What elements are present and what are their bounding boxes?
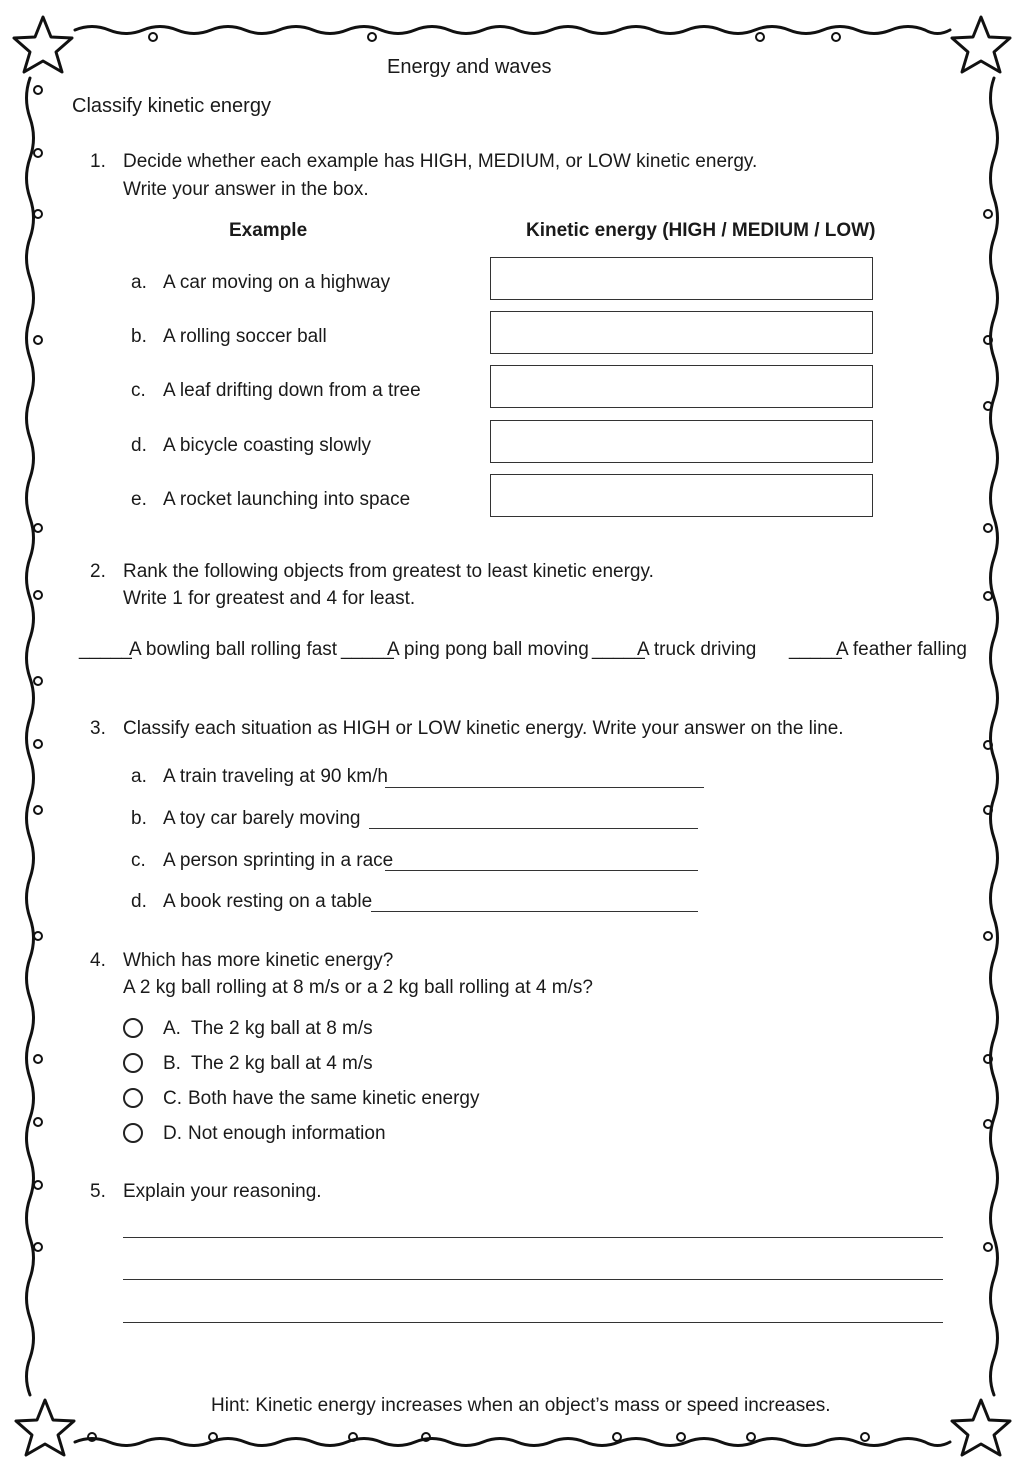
q3-answer-line-c[interactable] bbox=[385, 870, 698, 871]
vine-curl bbox=[34, 591, 42, 599]
q5-number: 5. bbox=[90, 1181, 106, 1202]
vine-curl bbox=[34, 336, 42, 344]
q4-option-letter: D. bbox=[163, 1123, 182, 1144]
q4-option-text: The 2 kg ball at 4 m/s bbox=[191, 1053, 373, 1074]
vine-curl bbox=[984, 932, 992, 940]
q3-item-text: A person sprinting in a race bbox=[163, 850, 394, 871]
q1-answer-box-a[interactable] bbox=[490, 257, 873, 300]
q1-item-letter: b. bbox=[131, 326, 147, 347]
radio-option-d[interactable] bbox=[123, 1123, 143, 1143]
q3-item-text: A toy car barely moving bbox=[163, 808, 361, 829]
q3-number: 3. bbox=[90, 718, 106, 739]
vine-border-segment bbox=[75, 1439, 950, 1446]
q1-column-example: Example bbox=[229, 220, 308, 241]
page-subtitle: Classify kinetic energy bbox=[72, 95, 271, 117]
vine-curl bbox=[984, 524, 992, 532]
vine-border-segment bbox=[27, 78, 34, 1395]
q1-answer-box-e[interactable] bbox=[490, 474, 873, 517]
vine-curl bbox=[747, 1433, 755, 1441]
q2-rank-blank[interactable]: _____ bbox=[592, 639, 645, 660]
vine-curl bbox=[34, 740, 42, 748]
q5-question: Explain your reasoning. bbox=[123, 1181, 322, 1202]
q3-item-text: A book resting on a table bbox=[163, 891, 373, 912]
vine-curl bbox=[34, 524, 42, 532]
q4-question: Which has more kinetic energy? bbox=[123, 950, 394, 971]
q1-item-text: A bicycle coasting slowly bbox=[163, 435, 372, 456]
q2-rank-blank[interactable]: _____ bbox=[79, 639, 132, 660]
vine-curl bbox=[832, 33, 840, 41]
q4-question-2: A 2 kg ball rolling at 8 m/s or a 2 kg ball rolling at 4 m/s? bbox=[123, 977, 593, 998]
q4-option-letter: B. bbox=[163, 1053, 181, 1074]
vine-curl bbox=[984, 592, 992, 600]
q1-instruction: Decide whether each example has HIGH, MEDIUM, or LOW kinetic energy. bbox=[123, 151, 758, 172]
vine-curl bbox=[149, 33, 157, 41]
q3-item-letter: a. bbox=[131, 766, 147, 787]
star-icon-bottom-left bbox=[16, 1400, 74, 1455]
vine-curl bbox=[34, 677, 42, 685]
q2-instruction: Rank the following objects from greatest to least kinetic energy. bbox=[123, 561, 654, 582]
q4-option-letter: C. bbox=[163, 1088, 182, 1109]
vine-curl bbox=[34, 1181, 42, 1189]
q1-item-text: A rocket launching into space bbox=[163, 489, 411, 510]
q1-item-text: A car moving on a highway bbox=[163, 272, 391, 293]
q3-item-letter: c. bbox=[131, 850, 146, 871]
hint-text: Hint: Kinetic energy increases when an object’s mass or speed increases. bbox=[211, 1395, 831, 1416]
radio-option-b[interactable] bbox=[123, 1053, 143, 1073]
q4-number: 4. bbox=[90, 950, 106, 971]
vine-curl bbox=[368, 33, 376, 41]
q1-column-energy: Kinetic energy (HIGH / MEDIUM / LOW) bbox=[526, 220, 876, 241]
vine-curl bbox=[613, 1433, 621, 1441]
vine-curl bbox=[34, 1118, 42, 1126]
q3-item-text: A train traveling at 90 km/h bbox=[163, 766, 388, 787]
q1-answer-box-b[interactable] bbox=[490, 311, 873, 354]
q1-answer-box-c[interactable] bbox=[490, 365, 873, 408]
vine-curl bbox=[984, 210, 992, 218]
q1-item-text: A leaf drifting down from a tree bbox=[163, 380, 421, 401]
q5-answer-line[interactable] bbox=[123, 1279, 943, 1280]
q1-item-text: A rolling soccer ball bbox=[163, 326, 327, 347]
q2-item-text: A truck driving bbox=[637, 639, 757, 660]
q4-option-text: Not enough information bbox=[188, 1123, 386, 1144]
star-icon-top-right bbox=[952, 17, 1010, 72]
vine-curl bbox=[34, 149, 42, 157]
q2-item-text: A bowling ball rolling fast bbox=[129, 639, 338, 660]
vine-border-segment bbox=[75, 27, 950, 34]
q3-answer-line-d[interactable] bbox=[371, 911, 698, 912]
vine-curl bbox=[984, 1243, 992, 1251]
q1-item-letter: d. bbox=[131, 435, 147, 456]
q3-instruction: Classify each situation as HIGH or LOW kinetic energy. Write your answer on the line. bbox=[123, 718, 844, 739]
q2-number: 2. bbox=[90, 561, 106, 582]
q1-instruction-2: Write your answer in the box. bbox=[123, 179, 369, 200]
q2-item-text: A ping pong ball moving bbox=[387, 639, 589, 660]
q3-answer-line-b[interactable] bbox=[369, 828, 698, 829]
q2-instruction-2: Write 1 for greatest and 4 for least. bbox=[123, 588, 416, 609]
vine-curl bbox=[34, 806, 42, 814]
vine-border-segment bbox=[991, 78, 998, 1395]
q4-option-text: The 2 kg ball at 8 m/s bbox=[191, 1018, 373, 1039]
q2-item-text: A feather falling bbox=[836, 639, 967, 660]
vine-curl bbox=[34, 932, 42, 940]
vine-curl bbox=[34, 210, 42, 218]
q1-number: 1. bbox=[90, 151, 106, 172]
q1-item-letter: a. bbox=[131, 272, 147, 293]
q1-item-letter: e. bbox=[131, 489, 147, 510]
q5-answer-line[interactable] bbox=[123, 1237, 943, 1238]
q1-answer-box-d[interactable] bbox=[490, 420, 873, 463]
star-icon-top-left bbox=[14, 17, 72, 72]
q5-answer-line[interactable] bbox=[123, 1322, 943, 1323]
vine-curl bbox=[756, 33, 764, 41]
vine-curl bbox=[34, 1055, 42, 1063]
q4-option-letter: A. bbox=[163, 1018, 181, 1039]
q2-rank-blank[interactable]: _____ bbox=[341, 639, 394, 660]
page-title: Energy and waves bbox=[387, 56, 552, 78]
star-icon-bottom-right bbox=[952, 1400, 1010, 1455]
q1-item-letter: c. bbox=[131, 380, 146, 401]
q4-option-text: Both have the same kinetic energy bbox=[188, 1088, 480, 1109]
q3-item-letter: d. bbox=[131, 891, 147, 912]
q3-answer-line-a[interactable] bbox=[385, 787, 704, 788]
vine-curl bbox=[34, 86, 42, 94]
vine-curl bbox=[861, 1433, 869, 1441]
vine-curl bbox=[34, 1243, 42, 1251]
vine-curl bbox=[677, 1433, 685, 1441]
radio-option-c[interactable] bbox=[123, 1088, 143, 1108]
q2-rank-blank[interactable]: _____ bbox=[789, 639, 842, 660]
q3-item-letter: b. bbox=[131, 808, 147, 829]
radio-option-a[interactable] bbox=[123, 1018, 143, 1038]
